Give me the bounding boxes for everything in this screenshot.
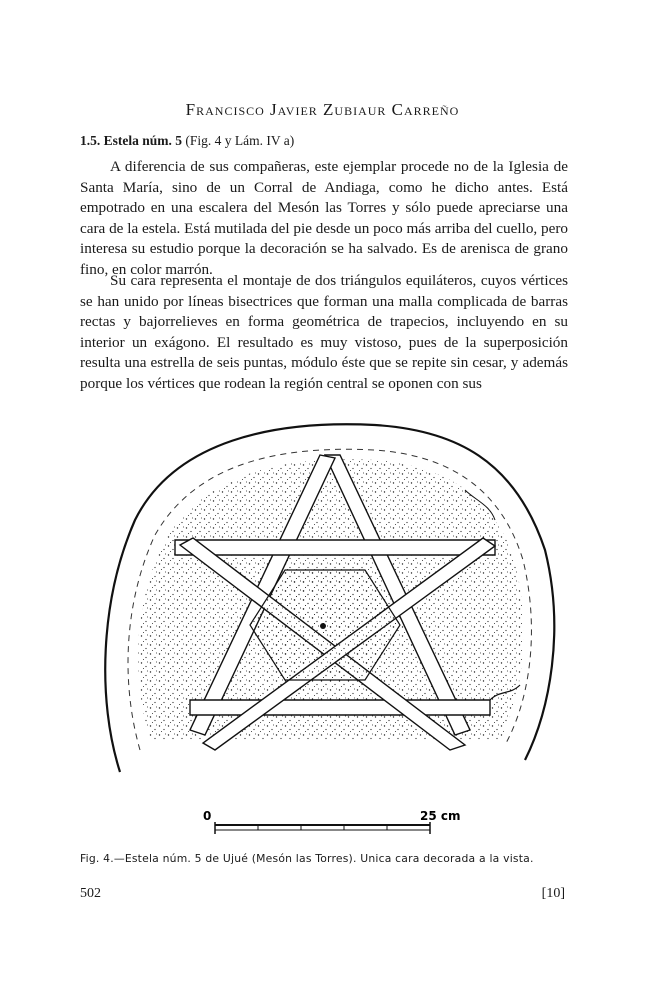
section-reference: (Fig. 4 y Lám. IV a)	[185, 133, 295, 148]
scale-bar	[203, 809, 461, 834]
section-title: 1.5. Estela núm. 5	[80, 133, 183, 148]
sheet-number: [10]	[541, 886, 565, 901]
scale-label-start: 0	[203, 809, 212, 823]
running-head: Francisco Javier Zubiaur Carreño	[185, 100, 460, 119]
figure-caption: Fig. 4.—Estela núm. 5 de Ujué (Mesón las Torres). Unica cara decorada a la vista.	[80, 852, 534, 865]
scale-label-end: 25 cm	[420, 809, 461, 823]
figure-4-stela-drawing	[95, 400, 565, 840]
center-hole	[320, 623, 326, 629]
page-number: 502	[80, 886, 101, 901]
section-heading	[80, 133, 570, 149]
stela-line-drawing	[95, 400, 565, 840]
paragraph-2: Su cara representa el montaje de dos triángulos equiláteros, cuyos vértices se han unido por líneas bisectrices que forman una malla complicada de barras rectas y bajorrelieves en forma geométrica de trapecios, incluyendo en su interior un exágono. El resultado es muy vistoso, pues de la superposición resulta una estrella de seis puntas, módulo éste que se repite sin cesar, y además porque los vértices que rodean la región central se oponen con sus	[80, 272, 568, 392]
paragraph-1: A diferencia de sus compañeras, este ejemplar procede no de la Iglesia de Santa María, sino de un Corral de Andiaga, como he dicho antes. Está empotrado en una escalera del Mesón las Torres y sólo puede apreciarse una cara de la estela. Está mutilada del pie desde un poco más arriba del cuello, pero interesa su estudio porque la decoración se ha salvado. Es de arenisca de grano fino, en color marrón.	[80, 158, 568, 278]
